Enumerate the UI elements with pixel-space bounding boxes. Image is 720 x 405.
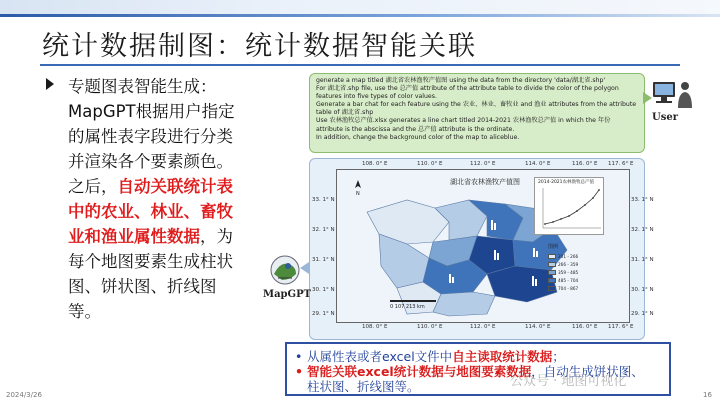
legend-swatch <box>548 278 556 283</box>
line-chart-inset <box>534 177 604 235</box>
bullet-text-highlight: 自动关联统计表中的农业、林业、畜牧业和渔业属性数据 <box>68 177 233 246</box>
top-tick-label: 117. 6° E <box>608 161 634 167</box>
legend-item <box>548 260 584 268</box>
left-tick-label: 32. 1° N <box>312 227 335 233</box>
note-highlight: 自主读取统计数据 <box>452 349 553 364</box>
bottom-tick-label: 117. 6° E <box>608 324 634 330</box>
title-divider <box>40 64 680 66</box>
mapgpt-label: MapGPT <box>263 289 312 300</box>
scale-bar <box>390 300 436 302</box>
bullet-text-intro: 专题图表智能生成：MapGPT根据用户指定的属性表字段进行分类并渲染各个要素颜色。之后， <box>68 77 235 196</box>
right-tick-label: 29. 1° N <box>631 311 654 317</box>
note-text: 从属性表或者excel文件中 <box>307 349 453 364</box>
watermark: 公众号 · 地图可视化 <box>510 374 627 389</box>
left-tick-label: 31. 1° N <box>312 257 335 263</box>
left-tick-label: 30. 1° N <box>312 287 335 293</box>
top-tick-label: 114. 0° E <box>525 161 551 167</box>
map-title: 湖北省农林渔牧产值图 <box>450 178 520 186</box>
top-tick-label: 108. 0° E <box>362 161 388 167</box>
note-text: 柱状图、折线图等。 <box>307 379 420 394</box>
top-tick-label: 112. 0° E <box>470 161 496 167</box>
legend-swatch <box>548 286 556 291</box>
prompt-line: features into five types of color values. <box>316 93 437 101</box>
slide-title: 统计数据制图：统计数据智能关联 <box>42 31 477 62</box>
svg-text:N: N <box>356 191 360 197</box>
top-tick-label: 116. 0° E <box>572 161 598 167</box>
map-legend <box>548 243 584 307</box>
header-stripe <box>0 14 720 17</box>
right-tick-label: 30. 1° N <box>631 287 654 293</box>
inset-chart-title: 2014-2021农林渔牧总产值 <box>538 180 595 185</box>
note-text-tail: ； <box>552 349 565 364</box>
note-highlight: 智能关联excel统计数据与地图要素数据 <box>307 364 532 379</box>
bullet-arrow-icon <box>46 78 54 90</box>
bottom-tick-label: 110. 0° E <box>417 324 443 330</box>
bottom-tick-label: 114. 0° E <box>525 324 551 330</box>
top-tick-label: 110. 0° E <box>417 161 443 167</box>
note-text-tail: ，自动生成饼状图、 <box>531 364 644 379</box>
legend-swatch <box>548 254 556 259</box>
user-label: User <box>652 112 678 123</box>
left-tick-label: 33. 1° N <box>312 197 335 203</box>
user-prompt-box <box>309 73 645 153</box>
legend-label: 485 - 704 <box>558 277 579 283</box>
legend-title: 图例 <box>548 244 559 250</box>
legend-item <box>548 284 584 292</box>
prompt-line: For 湖北省.shp file, use the 总产值 attribute of the attribute table to divide the color of the polygon <box>316 85 619 93</box>
inset-line-chart <box>535 178 605 236</box>
note-item <box>295 349 661 364</box>
prompt-line: In addition, change the background color of the map to aliceblue. <box>316 133 520 141</box>
prompt-line: Generate a bar chat for each feature using the 农业、林业、畜牧业 and 渔业 attributes from the attribute <box>316 101 637 109</box>
prompt-line: attribute is the abscissa and the 总产值 attribute is the ordinate. <box>316 125 515 133</box>
legend-item <box>548 268 584 276</box>
bullet-paragraph <box>48 74 248 324</box>
prompt-line: generate a map titled 湖北省农林渔牧产值图 using the data from the directory 'data/湖北省.shp' <box>316 77 606 84</box>
legend-label: 359 - 485 <box>558 269 579 275</box>
note-bullet: • <box>295 349 303 364</box>
legend-item <box>548 252 584 260</box>
page-number: 16 <box>703 391 712 399</box>
prompt-line: table of 湖北省.shp <box>316 109 374 117</box>
header-band <box>0 0 720 14</box>
bullet-text-outro: ，为每个地图要素生成柱状图、饼状图、折线图等。 <box>68 227 233 321</box>
map-output-panel <box>309 158 654 340</box>
left-tick-label: 29. 1° N <box>312 311 335 317</box>
bottom-tick-label: 116. 0° E <box>572 324 598 330</box>
legend-swatch <box>548 270 556 275</box>
legend-label: 266 - 359 <box>558 261 579 267</box>
mapgpt-logo-icon <box>268 254 302 286</box>
prompt-line: Use 农林渔牧总产值.xlsx generates a line chart titled 2014-2021 农林渔牧总产值 in which the 年份 <box>316 117 611 125</box>
legend-swatch <box>548 262 556 267</box>
legend-item <box>548 276 584 284</box>
bottom-tick-label: 112. 0° E <box>470 324 496 330</box>
slide-date: 2024/3/26 <box>6 391 42 399</box>
right-tick-label: 31. 1° N <box>631 257 654 263</box>
bottom-tick-label: 108. 0° E <box>362 324 388 330</box>
right-tick-label: 32. 1° N <box>631 227 654 233</box>
right-tick-label: 33. 1° N <box>631 197 654 203</box>
user-computer-icon <box>651 78 695 114</box>
scale-label: 0 107 213 km <box>390 304 425 310</box>
note-bullet: • <box>295 364 303 379</box>
legend-label: 704 - 867 <box>558 285 579 291</box>
legend-label: 201 - 266 <box>558 253 579 259</box>
